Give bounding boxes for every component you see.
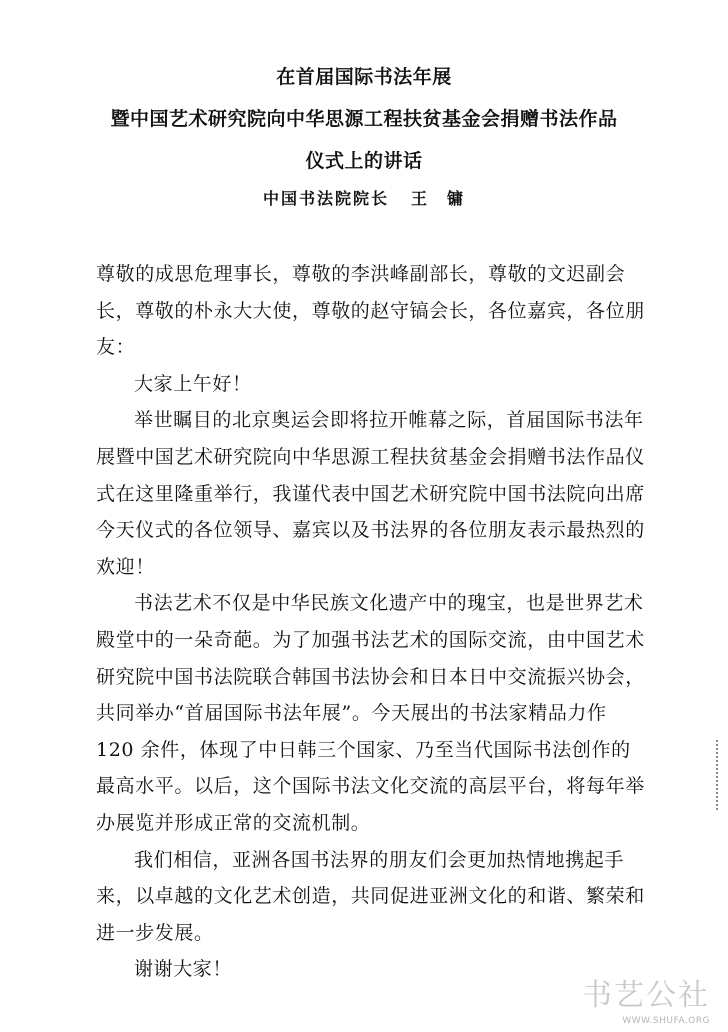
paragraph-greeting: 大家上午好！ xyxy=(134,372,252,395)
paragraph-thanks: 谢谢大家！ xyxy=(134,958,233,981)
watermark xyxy=(580,970,720,1026)
paragraph-belief: 我们相信，亚洲各国书法界的朋友们会更加热情地携起手来，以卓越的文化艺术创造，共同促进亚洲文化的和谐、繁荣和进一步发展。 xyxy=(96,848,645,944)
binding-mark xyxy=(716,740,726,810)
author-name: 王 镛 xyxy=(411,189,466,208)
author-role: 中国书法院院长 xyxy=(262,189,389,208)
paragraph-salutation: 尊敬的成思危理事长，尊敬的李洪峰副部长，尊敬的文迟副会长，尊敬的朴永大大使，尊敬的赵守镐会长，各位嘉宾，各位朋友： xyxy=(96,263,645,359)
watermark-url: WWW.SHUFA.ORG xyxy=(622,1016,710,1026)
title-line-2: 暨中国艺术研究院向中华思源工程扶贫基金会捐赠书法作品 xyxy=(110,108,618,130)
paragraph-welcome: 举世瞩目的北京奥运会即将拉开帷幕之际，首届国际书法年展暨中国艺术研究院向中华思源工程扶贫基金会捐赠书法作品仪式在这里隆重举行，我谨代表中国艺术研究院中国书法院向出席今天仪式的各位领导、嘉宾以及书法界的各位朋友表示最热烈的欢迎！ xyxy=(96,409,645,578)
watermark-logo: 书艺公社 xyxy=(582,978,710,1013)
title-line-1: 在首届国际书法年展 xyxy=(276,66,452,88)
author-line xyxy=(0,186,728,209)
title-line-3: 仪式上的讲话 xyxy=(305,150,423,172)
paragraph-calligraphy-art: 书法艺术不仅是中华民族文化遗产中的瑰宝，也是世界艺术殿堂中的一朵奇葩。为了加强书法艺术的国际交流，由中国艺术研究院中国书法院联合韩国书法协会和日本日中交流振兴协会，共同举办“首届国际书法年展”。今天展出的书法家精品力作 120 余件，体现了中日韩三个国家、乃至当代国际书法创作的最高水平。以后，这个国际书法文化交流的高层平台，将每年举办展览并形成正常的交流机制。 xyxy=(96,592,645,834)
speech-body xyxy=(96,256,646,988)
